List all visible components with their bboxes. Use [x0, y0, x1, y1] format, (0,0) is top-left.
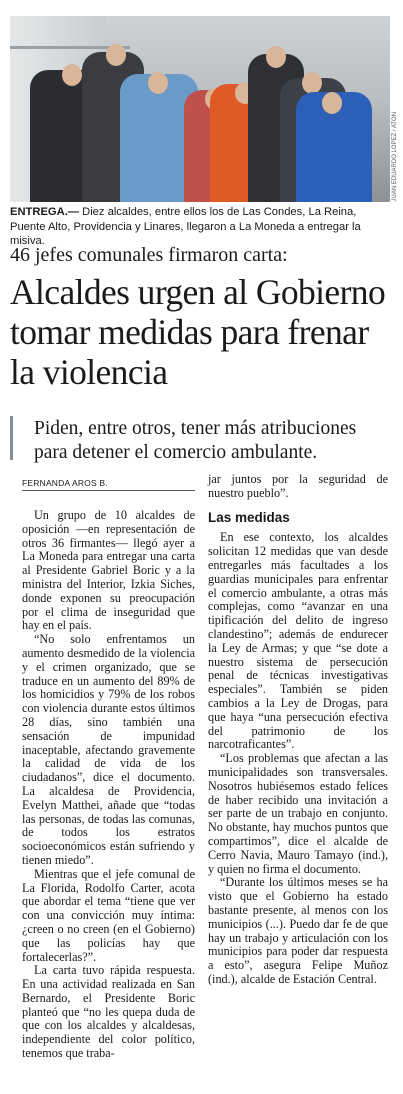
paragraph: “Los problemas que afectan a las municipalidades son transversales. Nosotros hubiésemos estado felices de haber recibido una invitación a ser parte de un trabajo en conjunto. No obstante, hay muchos puntos que compartimos”, dice el alcalde de Cerro Navia, Mauro Tamayo (ind.), y quien no firma el documento. [208, 751, 388, 876]
paragraph-continuation: jar juntos por la seguridad de nuestro pueblo”. [208, 472, 388, 500]
headline: Alcaldes urgen al Gobierno tomar medidas para frenar la violencia [10, 272, 386, 392]
byline-divider [22, 490, 195, 491]
caption-text: Diez alcaldes, entre ellos los de Las Condes, La Reina, Puente Alto, Providencia y Linares, llegaron a La Moneda a entregar la misiva. [10, 206, 361, 247]
article-column-1 [22, 509, 195, 1061]
subhead: Las medidas [208, 509, 290, 525]
news-photo [10, 16, 390, 202]
caption-lead: ENTREGA.— [10, 206, 79, 218]
paragraph: En ese contexto, los alcaldes solicitan 12 medidas que van desde entregarles más facultades a los guardias municipales para enfrentar el comercio ambulante, a otras más complejas, como “avanzar en una tipificación del delito de ingreso clandestino”; además de endurecer la Ley de Armas; y que “se dote a nuestro sistema de persecución penal de técnicas investigativas especiales”. También se piden cambios a la Ley de Drogas, para que haya “una persecución efectiva del patrimonio de los narcotraficantes”. [208, 530, 388, 752]
photo-credit: JUAN EDUARDO LÓPEZ / ATON [392, 112, 398, 202]
deck: Piden, entre otros, tener más atribuciones para detener el comercio ambulante. [34, 418, 357, 463]
paragraph: La carta tuvo rápida respuesta. En una actividad realizada en San Bernardo, el Presidente Boric planteó que “no les quepa duda de que con los alcaldes y alcaldesas, independiente del color político, tenemos que traba- [22, 963, 195, 1061]
paragraph: “Durante los últimos meses se ha visto que el Gobierno ha estado bastante presente, al menos con los municipios (...). Puedo dar fe de que hay un trabajo y articulación con los municipios para poder dar respuesta a esto”, asegura Felipe Muñoz (ind.), alcalde de Estación Central. [208, 875, 388, 986]
kicker: 46 jefes comunales firmaron carta: [10, 244, 288, 266]
paragraph: Un grupo de 10 alcaldes de oposición —en representación de otros 36 firmantes— llegó ayer a La Moneda para entregar una carta al Presidente Gabriel Boric y a la ministra del Interior, Izkia Siches, donde exponen su preocupación por el clima de inseguridad que hay en el país. [22, 508, 195, 633]
byline: FERNANDA AROS B. [22, 478, 108, 488]
paragraph: “No solo enfrentamos un aumento desmedido de la violencia y el crimen organizado, que se traduce en un aumento del 89% de los homicidios y 79% de los robos con violencia durante estos últimos 28 días, sino también una sensación de impunidad inaceptable, afectando gravemente la calidad de vida de los ciudadanos”, dice el documento. La alcaldesa de Providencia, Evelyn Matthei, añade que “todas las personas, de todas las comunas, de todos los estratos socioeconómicos están sufriendo y tienen miedo”. [22, 632, 195, 867]
article-column-2 [208, 473, 388, 987]
photo-caption [10, 205, 393, 249]
paragraph: Mientras que el jefe comunal de La Florida, Rodolfo Carter, acota que abordar el tema “tiene que ver con una convicción muy íntima: ¿creen o no creen (en el Gobierno) que las policías hay que fortalecerlas?”. [22, 866, 195, 964]
deck-rule [10, 416, 18, 460]
